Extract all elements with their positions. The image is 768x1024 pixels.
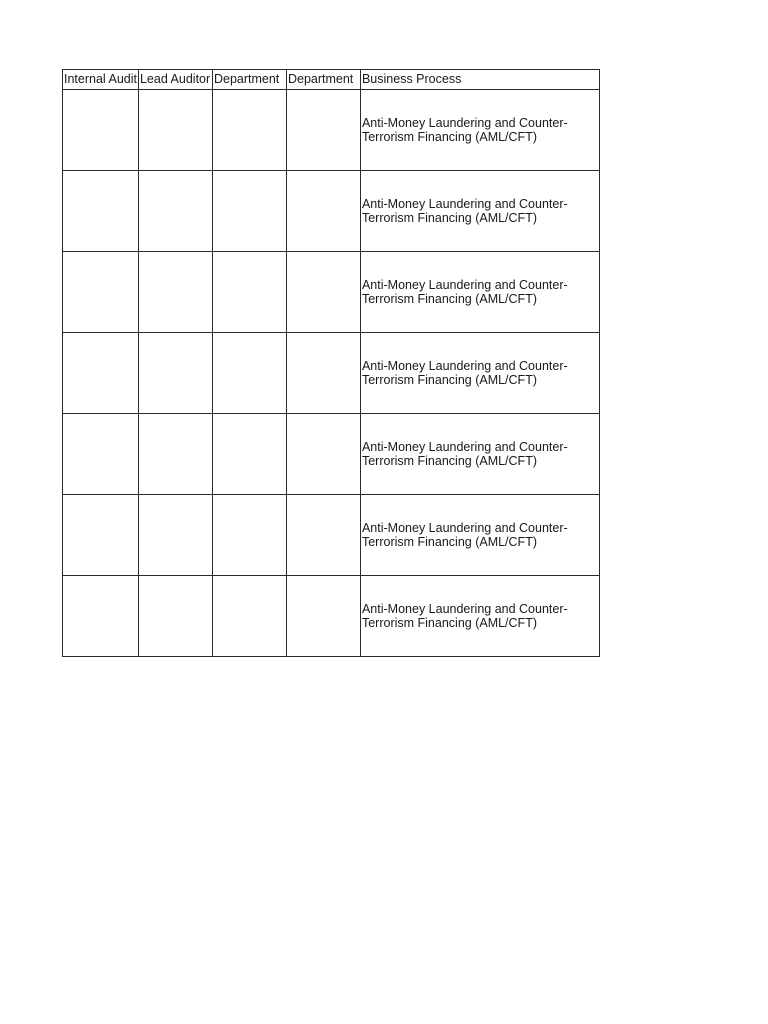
- lead-auditor-cell: [138, 252, 212, 333]
- department-2-cell: [286, 171, 360, 252]
- table-body: [63, 90, 600, 657]
- internal-audit-cell: [63, 171, 139, 252]
- business-process-cell: Anti-Money Laundering and Counter-Terrorism Financing (AML/CFT): [360, 252, 599, 333]
- table-row: [63, 333, 600, 414]
- header-department-2: Department: [286, 70, 360, 90]
- lead-auditor-cell: [138, 333, 212, 414]
- department-2-cell: [286, 495, 360, 576]
- department-2-cell: [286, 90, 360, 171]
- lead-auditor-cell: [138, 414, 212, 495]
- header-department: Department: [212, 70, 286, 90]
- business-process-cell: Anti-Money Laundering and Counter-Terrorism Financing (AML/CFT): [360, 495, 599, 576]
- department-2-cell: [286, 414, 360, 495]
- business-process-cell: Anti-Money Laundering and Counter-Terrorism Financing (AML/CFT): [360, 171, 599, 252]
- internal-audit-cell: [63, 252, 139, 333]
- business-process-cell: Anti-Money Laundering and Counter-Terrorism Financing (AML/CFT): [360, 576, 599, 657]
- header-internal-audit: Internal Audit: [63, 70, 139, 90]
- internal-audit-cell: [63, 414, 139, 495]
- lead-auditor-cell: [138, 576, 212, 657]
- department-cell: [212, 252, 286, 333]
- header-lead-auditor: Lead Auditor: [138, 70, 212, 90]
- table-row: [63, 90, 600, 171]
- department-2-cell: [286, 333, 360, 414]
- table-row: [63, 171, 600, 252]
- department-cell: [212, 171, 286, 252]
- department-cell: [212, 414, 286, 495]
- audit-table: [62, 69, 600, 657]
- internal-audit-cell: [63, 333, 139, 414]
- department-cell: [212, 333, 286, 414]
- table-row: [63, 495, 600, 576]
- table-row: [63, 252, 600, 333]
- lead-auditor-cell: [138, 171, 212, 252]
- department-2-cell: [286, 252, 360, 333]
- table-row: [63, 414, 600, 495]
- lead-auditor-cell: [138, 495, 212, 576]
- header-row: [63, 70, 600, 90]
- header-business-process: Business Process: [360, 70, 599, 90]
- department-cell: [212, 576, 286, 657]
- lead-auditor-cell: [138, 90, 212, 171]
- internal-audit-cell: [63, 576, 139, 657]
- internal-audit-cell: [63, 90, 139, 171]
- business-process-cell: Anti-Money Laundering and Counter-Terrorism Financing (AML/CFT): [360, 333, 599, 414]
- table-row: [63, 576, 600, 657]
- department-cell: [212, 90, 286, 171]
- department-2-cell: [286, 576, 360, 657]
- business-process-cell: Anti-Money Laundering and Counter-Terrorism Financing (AML/CFT): [360, 414, 599, 495]
- department-cell: [212, 495, 286, 576]
- business-process-cell: Anti-Money Laundering and Counter-Terrorism Financing (AML/CFT): [360, 90, 599, 171]
- table-header: [63, 70, 600, 90]
- internal-audit-cell: [63, 495, 139, 576]
